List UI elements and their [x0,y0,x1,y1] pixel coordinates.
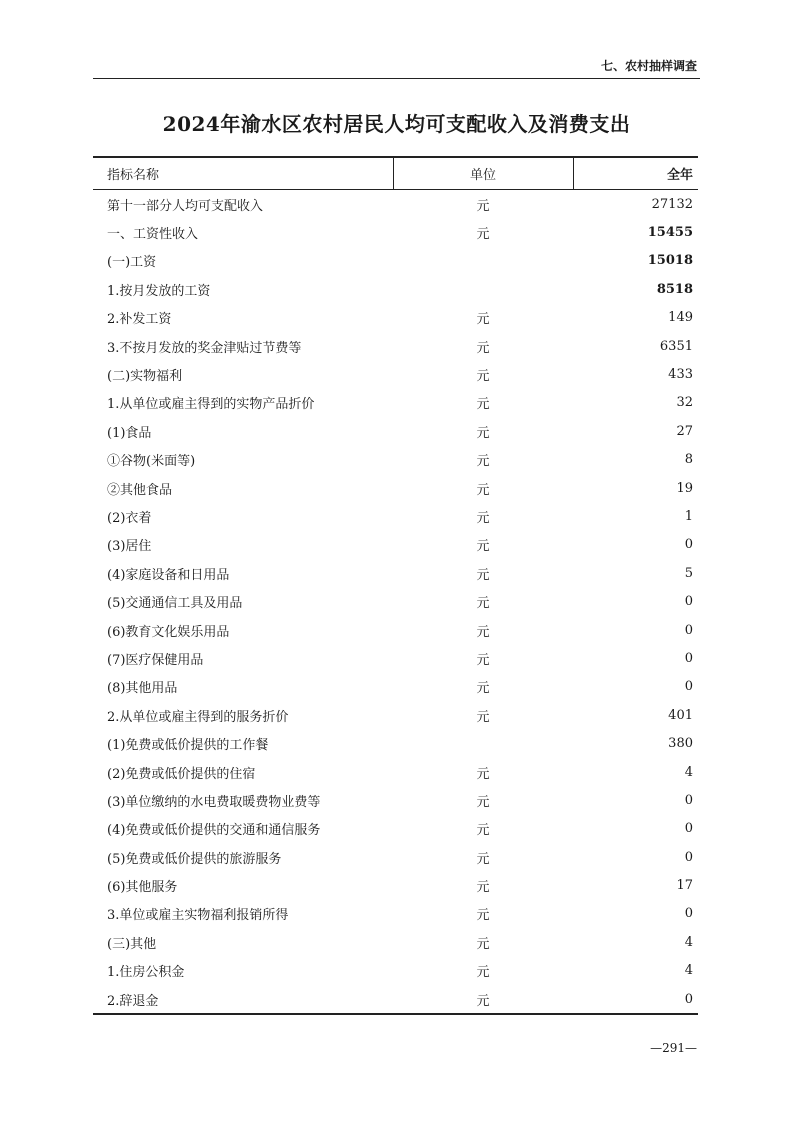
header-name: 指标名称 [93,157,393,190]
cell-unit: 元 [476,880,490,896]
cell-unit [393,729,573,757]
table-row [93,644,698,672]
table-row [93,786,698,814]
cell-name: (2)免费或低价提供的住宿 [107,766,256,782]
cell-value: 8 [684,452,693,468]
cell-name: 2.从单位或雇主得到的服务折价 [107,709,289,725]
cell-value: 4 [684,934,693,950]
cell-name: 3.不按月发放的奖金津贴过节费等 [107,340,302,356]
table-row [93,673,698,701]
cell-unit: 元 [476,227,490,243]
table-row [93,417,698,445]
table-header-row [93,157,698,190]
cell-unit: 元 [476,908,490,924]
cell-unit: 元 [476,425,490,441]
cell-value: 433 [668,367,693,383]
cell-unit: 元 [476,198,490,214]
cell-value: 0 [684,594,693,610]
cell-value: 4 [684,963,693,979]
cell-value: 17 [676,878,693,894]
cell-unit: 元 [476,681,490,697]
cell-name: (1)食品 [107,425,152,441]
cell-unit: 元 [476,624,490,640]
table-row [93,957,698,985]
cell-unit: 元 [476,539,490,555]
table-row [93,275,698,303]
cell-name: (7)医疗保健用品 [107,652,204,668]
cell-unit: 元 [476,482,490,498]
cell-value: 0 [684,821,693,837]
page-title: 2024年渝水区农村居民人均可支配收入及消费支出 [162,112,631,136]
table-row [93,446,698,474]
cell-name: (3)居住 [107,539,152,555]
table-row [93,190,698,219]
cell-unit: 元 [476,766,490,782]
table-row [93,616,698,644]
cell-unit: 元 [393,985,573,1014]
cell-name: (三)其他 [107,936,157,952]
cell-unit: 元 [476,312,490,328]
cell-value: 15455 [647,225,693,241]
cell-name: (5)交通通信工具及用品 [107,596,243,612]
cell-name: ②其他食品 [107,482,173,498]
cell-value: 0 [573,985,698,1014]
cell-name: 第十一部分人均可支配收入 [107,198,264,214]
cell-value: 0 [684,622,693,638]
cell-unit: 元 [476,851,490,867]
cell-value: 0 [684,906,693,922]
table-row [93,531,698,559]
cell-unit: 元 [476,596,490,612]
table-row [93,928,698,956]
table-row [93,502,698,530]
header-rule [93,78,700,79]
cell-name: (5)免费或低价提供的旅游服务 [107,851,282,867]
table-body [93,190,698,1015]
cell-value: 4 [684,764,693,780]
cell-unit: 元 [476,369,490,385]
table-row [93,474,698,502]
cell-name: (3)单位缴纳的水电费取暖费物业费等 [107,794,321,810]
cell-unit: 元 [476,397,490,413]
cell-unit: 元 [476,709,490,725]
cell-name: (4)家庭设备和日用品 [107,567,230,583]
table-row [93,360,698,388]
table-row [93,247,698,275]
cell-value: 8518 [656,281,693,297]
cell-value: 5 [684,565,693,581]
cell-name: (二)实物福利 [107,369,183,385]
cell-unit: 元 [476,454,490,470]
header-value: 全年 [573,157,698,190]
cell-unit [393,275,573,303]
table-row [93,729,698,757]
cell-unit: 元 [476,965,490,981]
cell-unit: 元 [476,510,490,526]
cell-name: (4)免费或低价提供的交通和通信服务 [107,823,321,839]
section-label: 七、农村抽样调查 [600,59,697,73]
table-row [93,332,698,360]
cell-value: 27132 [651,196,693,212]
cell-value: 0 [684,849,693,865]
cell-name: (8)其他用品 [107,681,178,697]
cell-name: 3.单位或雇主实物福利报销所得 [107,908,289,924]
cell-name: (6)教育文化娱乐用品 [107,624,230,640]
cell-unit: 元 [476,652,490,668]
cell-unit: 元 [476,823,490,839]
cell-unit: 元 [476,794,490,810]
table-row [93,985,698,1014]
cell-value: 32 [676,395,693,411]
cell-name: 2.补发工资 [107,312,172,328]
table-row [93,900,698,928]
table-row [93,701,698,729]
table-row [93,871,698,899]
table-row [93,758,698,786]
cell-value: 6351 [659,338,693,354]
cell-name: 1.住房公积金 [107,965,185,981]
cell-value: 0 [684,792,693,808]
cell-name: 1.从单位或雇主得到的实物产品折价 [107,397,315,413]
cell-value: 1 [684,508,693,524]
cell-value: 0 [684,679,693,695]
cell-name: (一)工资 [107,255,157,271]
header-unit: 单位 [393,157,573,190]
cell-value: 15018 [647,253,693,269]
cell-value: 149 [668,310,693,326]
table-row [93,587,698,615]
cell-value: 19 [676,480,693,496]
table-row [93,304,698,332]
table-row [93,559,698,587]
cell-name: (6)其他服务 [107,880,178,896]
table-row [93,843,698,871]
cell-name: ①谷物(米面等) [107,454,196,470]
cell-value: 401 [668,707,693,723]
table-row [93,815,698,843]
cell-value: 380 [668,736,693,752]
table-row [93,389,698,417]
cell-unit: 元 [476,340,490,356]
cell-value: 0 [684,537,693,553]
cell-unit: 元 [476,567,490,583]
cell-name: 一、工资性收入 [107,227,199,243]
cell-name: 2.辞退金 [93,985,393,1014]
cell-name: (2)衣着 [107,510,152,526]
cell-name: (1)免费或低价提供的工作餐 [107,738,269,754]
income-table [93,156,698,1015]
table-row [93,218,698,246]
cell-unit [393,247,573,275]
cell-value: 27 [676,423,693,439]
cell-value: 0 [684,650,693,666]
page-number: —291— [650,1041,697,1055]
cell-name: 1.按月发放的工资 [107,283,211,299]
cell-unit: 元 [476,936,490,952]
